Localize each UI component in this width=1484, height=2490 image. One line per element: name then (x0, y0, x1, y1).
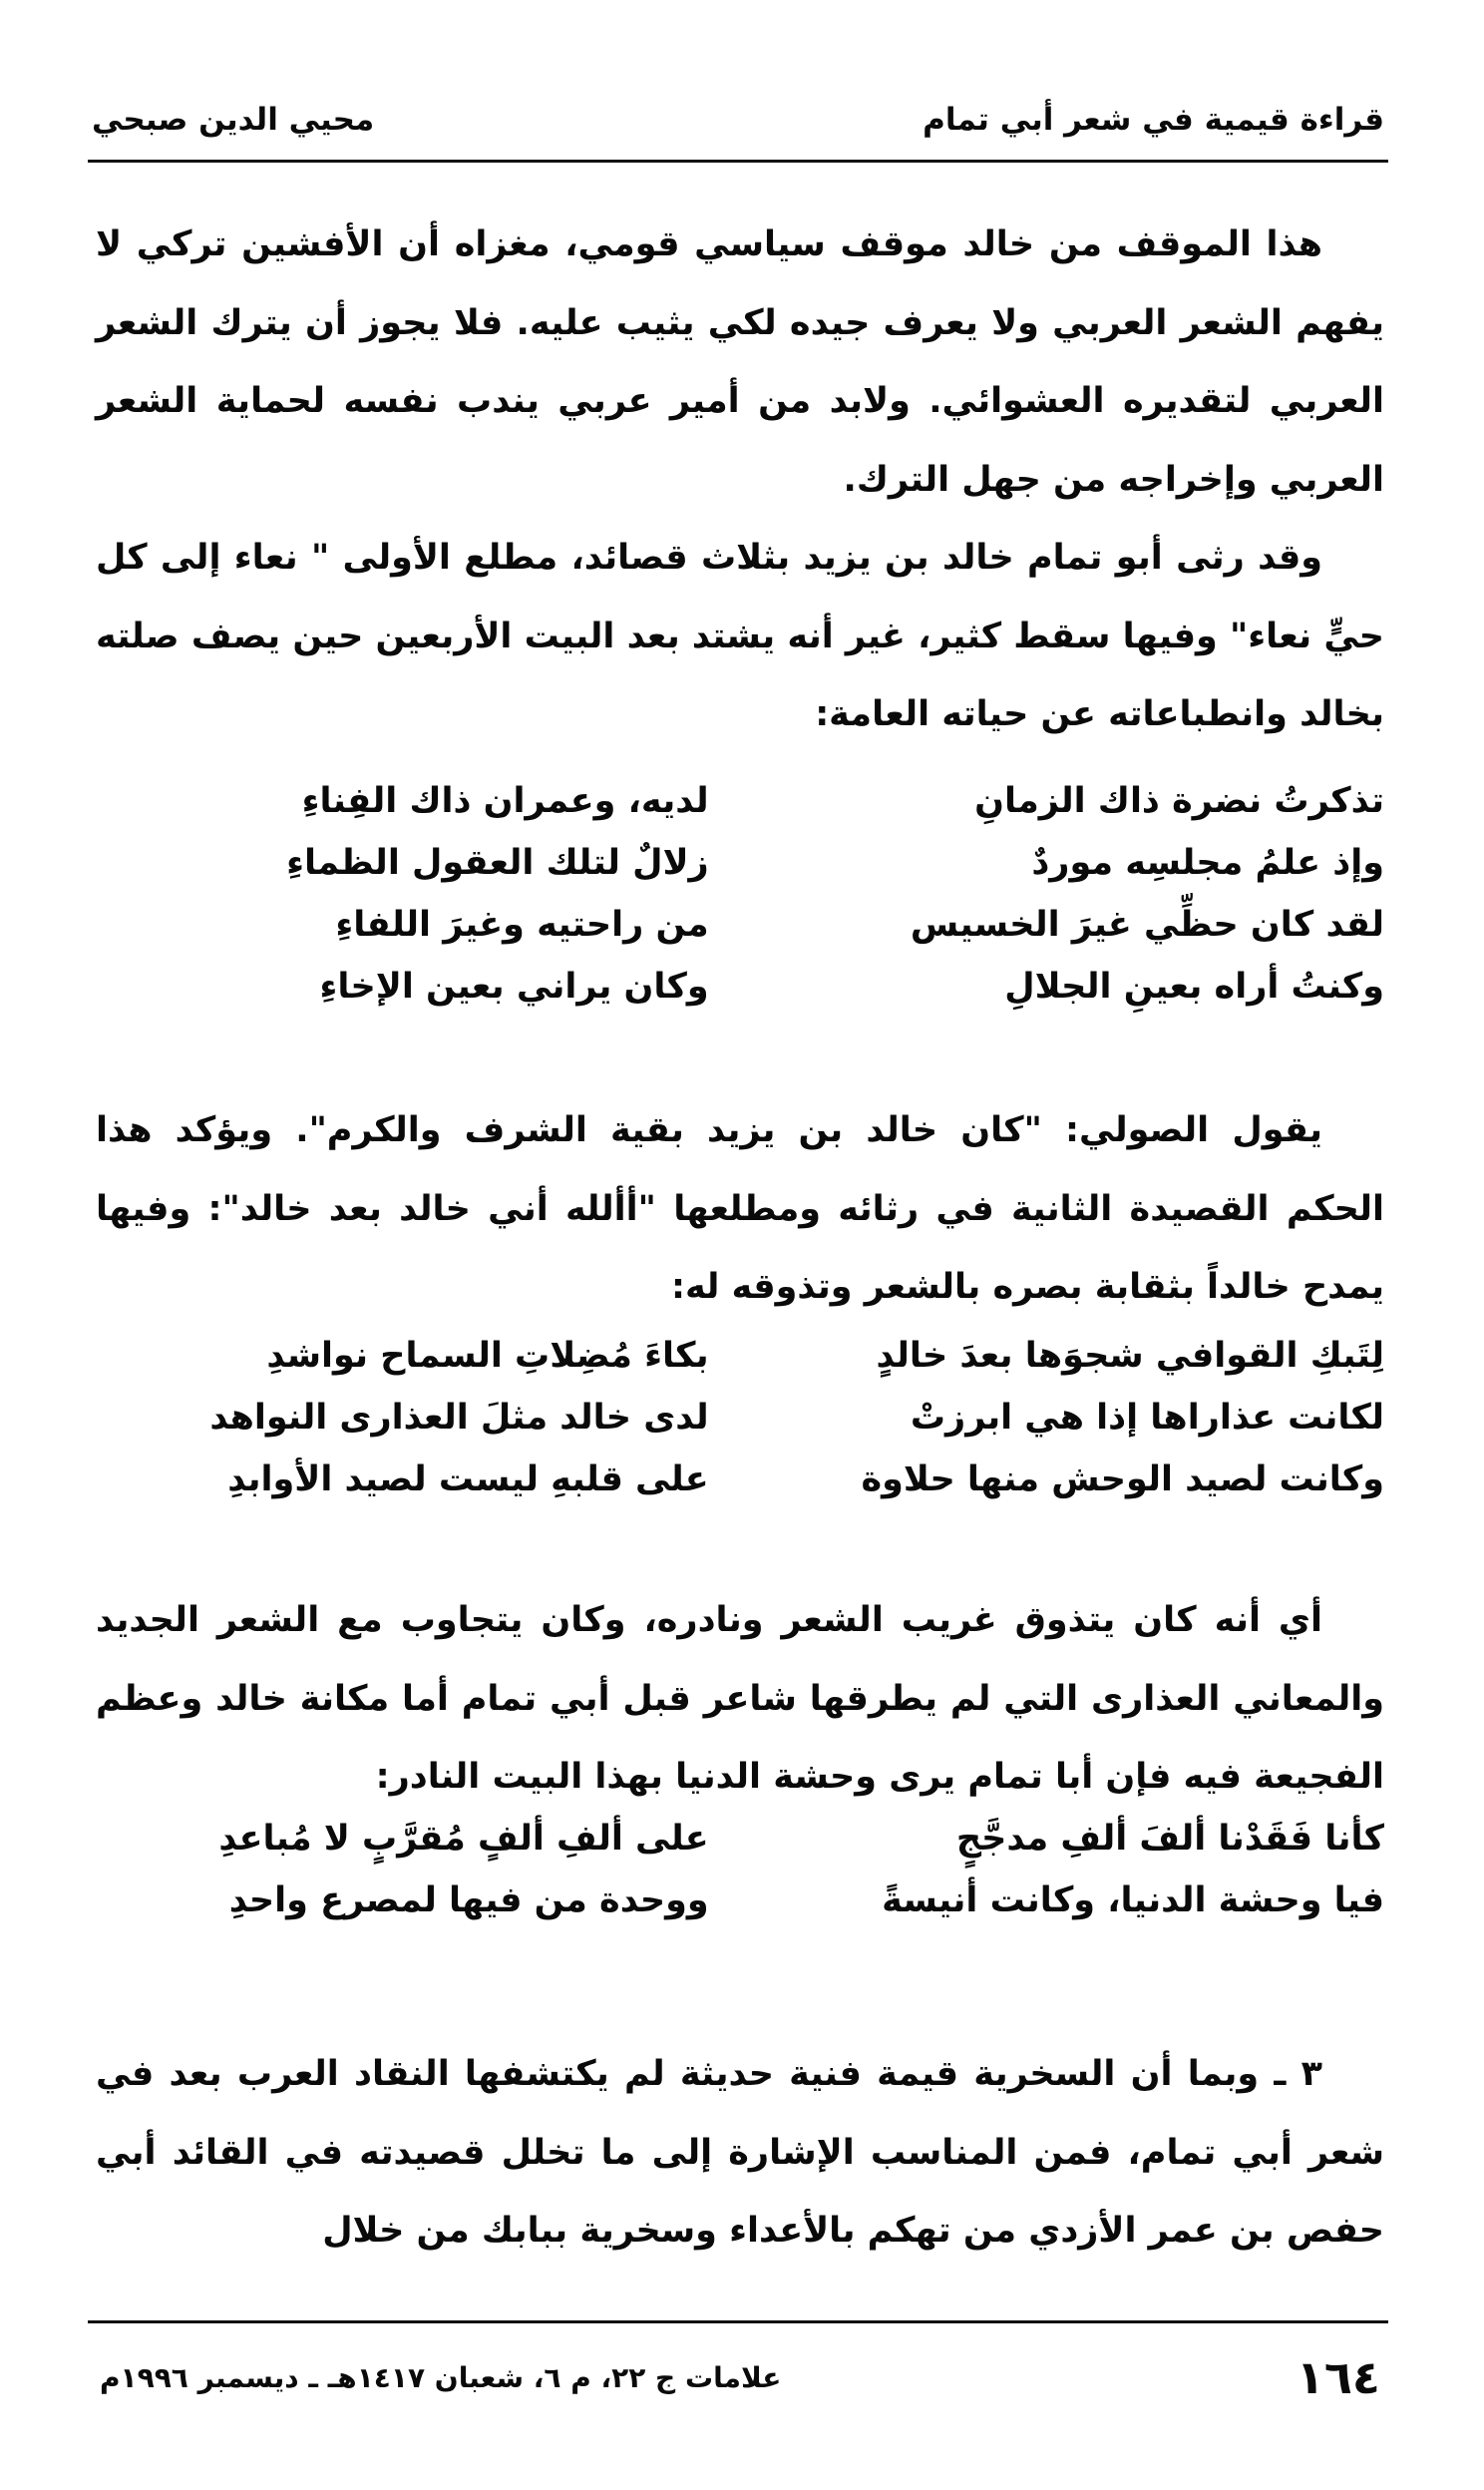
verse-second-hemistich: زلالٌ لتلك العقول الظماءِ (286, 843, 709, 883)
verse-line (110, 1325, 1384, 1387)
verse-first-hemistich: فيا وحشة الدنيا، وكانت أنيسةً (882, 1880, 1384, 1920)
verse-line (110, 770, 1384, 832)
verse-second-hemistich: على قلبهِ ليست لصيد الأوابدِ (227, 1459, 709, 1499)
verse-second-hemistich: لديه، وعمران ذاك الفِناءِ (301, 781, 709, 821)
verse-line (110, 1449, 1384, 1510)
paragraph: وقد رثى أبو تمام خالد بن يزيد بثلاث قصائد، مطلع الأولى " نعاء إلى كل حيٍّ نعاء" وفيها سقط كثير، غير أنه يشتد بعد البيت الأربعين حين يصف صلته بخالد وانطباعاته عن حياته العامة: (96, 538, 1384, 734)
verse-second-hemistich: من راحتيه وغيرَ اللفاءِ (335, 905, 709, 945)
verse-line (110, 832, 1384, 894)
verse-first-hemistich: كأنا فَقَدْنا ألفَ ألفِ مدجَّجٍ (955, 1819, 1384, 1859)
paragraph-block-2 (96, 1091, 1384, 1327)
verse-line (110, 894, 1384, 956)
paragraph: يقول الصولي: "كان خالد بن يزيد بقية الشرف والكرم". ويؤكد هذا الحكم القصيدة الثانية في رثائه ومطلعها "أألله أني خالد بعد خالد": وفيها يمدح خالداً بثقابة بصره بالشعر وتذوقه له: (96, 1110, 1384, 1307)
poem-block-2 (110, 1325, 1384, 1510)
verse-first-hemistich: وكانت لصيد الوحش منها حلاوة (861, 1459, 1384, 1499)
paragraph-block-3 (96, 1581, 1384, 1817)
poem-block-1 (110, 770, 1384, 1018)
verse-line (110, 1387, 1384, 1449)
verse-line (110, 1869, 1384, 1931)
paragraph: أي أنه كان يتذوق غريب الشعر ونادره، وكان يتجاوب مع الشعر الجديد والمعاني العذارى التي لم يطرقها شاعر قبل أبي تمام أما مكانة خالد وعظم الفجيعة فيه فإن أبا تمام يرى وحشة الدنيا بهذا البيت النادر: (96, 1600, 1384, 1797)
verse-second-hemistich: بكاءَ مُضِلاتِ السماح نواشدِ (266, 1336, 709, 1376)
paragraph: ٣ ـ وبما أن السخرية قيمة فنية حديثة لم يكتشفها النقاد العرب بعد في شعر أبي تمام، فمن المناسب الإشارة إلى ما تخلل قصيدته في القائد أبي حفص بن عمر الأزدي من تهكم بالأعداء وسخرية ببابك من خلال (96, 2054, 1384, 2251)
poem-block-3 (110, 1808, 1384, 1931)
verse-second-hemistich: ووحدة من فيها لمصرع واحدِ (228, 1880, 709, 1920)
verse-first-hemistich: وكنتُ أراه بعينِ الجلالِ (1004, 967, 1384, 1007)
verse-line (110, 956, 1384, 1018)
paragraph-block-1 (96, 206, 1384, 754)
verse-first-hemistich: لكانت عذاراها إذا هي ابرزتْ (910, 1398, 1384, 1438)
header-author: محيي الدين صبحي (92, 102, 375, 138)
footer-rule (88, 2320, 1388, 2323)
page-number: ١٦٤ (1296, 2350, 1380, 2404)
verse-first-hemistich: لقد كان حظِّي غيرَ الخسيس (910, 905, 1384, 945)
page-footer (100, 2342, 1380, 2412)
journal-citation: علامات ج ٢٢، م ٦، شعبان ١٤١٧هـ ـ ديسمبر ١٩٩٦م (100, 2360, 782, 2394)
verse-first-hemistich: تذكرتُ نضرة ذاك الزمانِ (974, 781, 1384, 821)
verse-first-hemistich: لِتَبكِ القوافي شجوَها بعدَ خالدٍ (876, 1336, 1384, 1376)
verse-second-hemistich: على ألفِ ألفٍ مُقرَّبٍ لا مُباعدِ (218, 1819, 709, 1859)
verse-line (110, 1808, 1384, 1869)
header-rule (88, 160, 1388, 163)
running-header (92, 92, 1384, 148)
paragraph-block-4 (96, 2035, 1384, 2271)
paragraph: هذا الموقف من خالد موقف سياسي قومي، مغزاه أن الأفشين تركي لا يفهم الشعر العربي ولا يعرف جيده لكي يثيب عليه. فلا يجوز أن يترك الشعر العربي لتقديره العشوائي. ولابد من أمير عربي يندب نفسه لحماية الشعر العربي وإخراجه من جهل الترك. (96, 224, 1384, 500)
verse-second-hemistich: لدى خالد مثلَ العذارى النواهد (209, 1398, 709, 1438)
verse-second-hemistich: وكان يراني بعين الإخاءِ (319, 967, 709, 1007)
verse-first-hemistich: وإذ علمُ مجلسِه موردٌ (1031, 843, 1384, 883)
header-title: قراءة قيمية في شعر أبي تمام (923, 102, 1384, 138)
